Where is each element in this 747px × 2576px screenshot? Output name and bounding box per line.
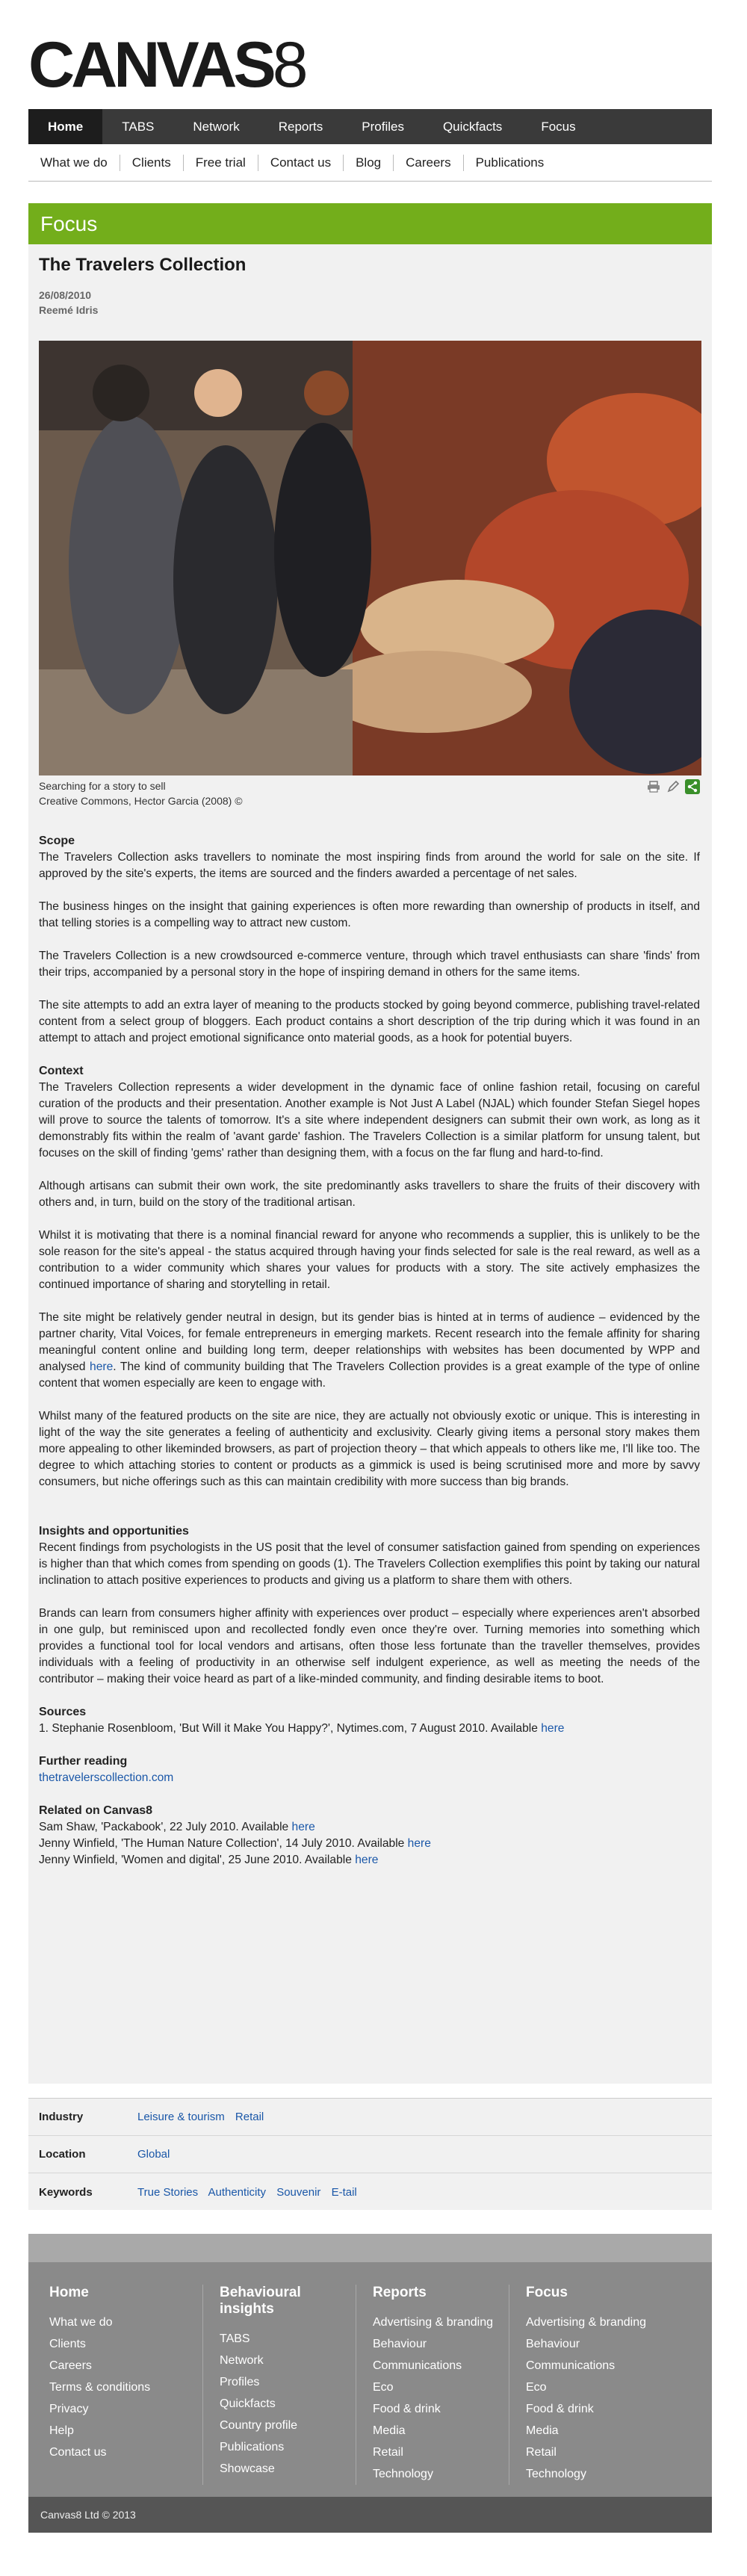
footer-link[interactable]: Profiles bbox=[220, 2376, 260, 2388]
footer-link[interactable]: Clients bbox=[49, 2338, 86, 2350]
edit-icon[interactable] bbox=[666, 779, 681, 794]
footer-link[interactable]: What we do bbox=[49, 2316, 113, 2329]
sub-nav-careers[interactable]: Careers bbox=[394, 155, 463, 171]
tag-link[interactable]: True Stories bbox=[137, 2185, 199, 2199]
tag-link[interactable]: Retail bbox=[235, 2111, 264, 2123]
source-1 bbox=[39, 1721, 700, 1737]
main-nav-quickfacts[interactable]: Quickfacts bbox=[442, 119, 503, 134]
article-body bbox=[39, 833, 700, 1868]
site-logo[interactable] bbox=[28, 29, 712, 101]
print-icon[interactable] bbox=[646, 779, 661, 794]
footer-column-focus bbox=[509, 2285, 662, 2485]
footer-link[interactable]: Publications bbox=[220, 2441, 285, 2453]
tag-row-keywords bbox=[28, 2173, 712, 2211]
main-nav-focus[interactable]: Focus bbox=[541, 119, 576, 134]
tag-link[interactable]: E-tail bbox=[331, 2185, 357, 2199]
context-paragraph-1: The Travelers Collection represents a wider development in the dynamic face of online fashion retail, focusing on careful curation of the products and their presentation. Another example is Not Just A Label (NJAL) which founder Stefan Siegel hopes will prove to source the talents of tomorrow. It's a site where independent designers can submit their own work, as long as it demonstrably fits within the realm of 'avant garde' fashion. The Travelers Collection is a similar platform for unsung talent, but focuses on the skill of finding 'gems' rather than designing them, with a focus on the far flung and hard-to-find. bbox=[39, 1081, 700, 1159]
footer-link[interactable]: Technology bbox=[526, 2468, 586, 2480]
context-paragraph-5: Whilst many of the featured products on the site are nice, they are actually not obviously exotic or unique. This is interesting in light of the way the site generates a feeling of authenticity and exclusivity. Clearly giving items a personal story makes them more appealing to other likeminded browsers, as part of projection theory – that which appeals to others like me, I'll like too. The degree to which attaching stories to content or products as a gimmick is used is being scrutinised more and more by savvy consumers, but niche offerings such as this can maintain credibility with more success than big brands. bbox=[39, 1410, 700, 1488]
footer-column-home bbox=[49, 2285, 202, 2485]
footer-link[interactable]: Communications bbox=[373, 2359, 462, 2372]
footer-link[interactable]: Media bbox=[373, 2424, 406, 2437]
main-nav-reports[interactable]: Reports bbox=[278, 119, 323, 134]
sub-nav-blog[interactable]: Blog bbox=[344, 155, 394, 171]
footer-band bbox=[28, 2234, 712, 2262]
related-item-link[interactable]: here bbox=[407, 1837, 431, 1850]
tag-label: Industry bbox=[39, 2111, 84, 2123]
related-item-text: Sam Shaw, 'Packabook', 22 July 2010. Available bbox=[39, 1821, 292, 1833]
related-item-link[interactable]: here bbox=[355, 1854, 379, 1866]
context-paragraph-2: Although artisans can submit their own work, the site predominantly asks travellers to share the fruits of their discovery with others and, in turn, build on the story of the traditional artisan. bbox=[39, 1180, 700, 1209]
related-item-text: Jenny Winfield, 'Women and digital', 25 June 2010. Available bbox=[39, 1854, 356, 1866]
scope-paragraph-2: The business hinges on the insight that gaining experiences is often more rewarding than ownership of products in itself, and that telling stories is a compelling way to attract new custom. bbox=[39, 900, 700, 929]
tag-link[interactable]: Souvenir bbox=[276, 2185, 321, 2199]
related-item-text: Jenny Winfield, 'The Human Nature Collection', 14 July 2010. Available bbox=[39, 1837, 408, 1850]
footer-link[interactable]: Food & drink bbox=[373, 2403, 441, 2415]
sub-nav-contact-us[interactable]: Contact us bbox=[258, 155, 344, 171]
scope-paragraph-1: The Travelers Collection asks travellers to nominate the most inspiring finds from around the world for sale on the site. If approved by the site's experts, the items are sourced and the finders awarded a percentage of net sales. bbox=[39, 851, 700, 880]
logo-wordmark: CANVAS bbox=[28, 29, 273, 101]
related-item bbox=[39, 1836, 700, 1852]
tag-link[interactable]: Global bbox=[137, 2148, 170, 2161]
sub-nav-free-trial[interactable]: Free trial bbox=[184, 155, 258, 171]
scope-paragraph-4: The site attempts to add an extra layer of meaning to the products stocked by going beyond commerce, publishing travel-related content from a select group of bloggers. Each product contains a short description of the trip during which it was found in an attempt to attach and project emotional significance onto material goods, as a hook for potential buyers. bbox=[39, 999, 700, 1044]
footer-column-behavioural-insights bbox=[202, 2285, 356, 2485]
footer-link[interactable]: Eco bbox=[373, 2381, 394, 2394]
share-icon[interactable] bbox=[685, 779, 700, 794]
insights-heading: Insights and opportunities bbox=[39, 1525, 189, 1538]
sub-nav-what-we-do[interactable]: What we do bbox=[28, 155, 120, 171]
footer-link[interactable]: Behaviour bbox=[526, 2338, 580, 2350]
main-nav-tabs[interactable]: TABS bbox=[122, 119, 155, 134]
wpp-research-link[interactable]: here bbox=[90, 1360, 114, 1373]
scope-paragraph-3: The Travelers Collection is a new crowdsourced e-commerce venture, through which travel enthusiasts can share 'finds' from their trips, accompanied by a personal story in the hope of inspiring demand in others for the same items. bbox=[39, 950, 700, 979]
context-heading: Context bbox=[39, 1065, 84, 1077]
context-p4-text-b: . The kind of community building that The Travelers Collection provides is a great example of the type of online content that women especially are keen to engage with. bbox=[39, 1360, 700, 1390]
photo-caption bbox=[39, 778, 243, 808]
footer-link[interactable]: Terms & conditions bbox=[49, 2381, 151, 2394]
logo-number: 8 bbox=[272, 29, 307, 101]
context-paragraph-3: Whilst it is motivating that there is a nominal financial reward for anyone who recommends a supplier, this is unlikely to be the sole reason for the site's appeal - the status acquired through having your finds selected for sale is the real reward, as well as a contribution to a wider community which shares your values for products with a story. The site actively emphasizes the continued importance of sharing and storytelling in retail. bbox=[39, 1229, 700, 1291]
footer-column-reports bbox=[356, 2285, 509, 2485]
article-header bbox=[28, 244, 712, 328]
footer-link[interactable]: Eco bbox=[526, 2381, 547, 2394]
sub-nav-clients[interactable]: Clients bbox=[120, 155, 184, 171]
footer-heading: Reports bbox=[373, 2285, 427, 2300]
sub-nav-publications[interactable]: Publications bbox=[475, 155, 545, 170]
footer-link[interactable]: Food & drink bbox=[526, 2403, 594, 2415]
tag-label: Location bbox=[39, 2148, 86, 2161]
footer-heading: Behavioural insights bbox=[220, 2285, 301, 2317]
footer-link[interactable]: Country profile bbox=[220, 2419, 298, 2432]
tag-link[interactable]: Leisure & tourism bbox=[137, 2111, 225, 2123]
footer-heading: Home bbox=[49, 2285, 89, 2300]
further-reading-link[interactable]: thetravelerscollection.com bbox=[39, 1771, 174, 1784]
footer-link[interactable]: Advertising & branding bbox=[373, 2316, 493, 2329]
article-author: Reemé Idris bbox=[39, 304, 99, 316]
footer-link[interactable]: Communications bbox=[526, 2359, 616, 2372]
footer-link[interactable]: Showcase bbox=[220, 2462, 275, 2475]
tag-label: Keywords bbox=[39, 2185, 93, 2199]
context-p4-text-a: The site might be relatively gender neutral in design, but its gender bias is hinted at in terms of audience – evidenced by the partner charity, Vital Voices, for female entrepreneurs in emerging markets. Recent research into the female affinity for sharing meaningful content online and building long term, deeper relationships with websites has been documented by WPP and analysed bbox=[39, 1311, 700, 1373]
tag-link[interactable]: Authenticity bbox=[208, 2185, 267, 2199]
footer-copyright: Canvas8 Ltd © 2013 bbox=[28, 2497, 712, 2533]
article-photo bbox=[39, 341, 701, 775]
main-nav bbox=[28, 109, 712, 144]
tag-row-industry bbox=[28, 2099, 712, 2136]
caption-title: Searching for a story to sell bbox=[39, 780, 166, 792]
main-nav-profiles[interactable]: Profiles bbox=[362, 119, 404, 134]
scope-heading: Scope bbox=[39, 835, 75, 847]
further-reading-heading: Further reading bbox=[39, 1755, 128, 1768]
insights-paragraph-2: Brands can learn from consumers higher affinity with experiences over product – especially where experiences aren't absorbed in one gulp, but reminisced upon and recollected fondly even once they're over. Turning memories into something which provides a functional tool for local vendors and artisans, often those less fortunate than the traveller themselves, provides individuals with a feeling of productivity in an otherwise self indulgent experience, as well as meeting the needs of the contributor – making their voice heard as part of a like-minded community, and finding desirable items to boot. bbox=[39, 1607, 700, 1685]
tag-row-location bbox=[28, 2136, 712, 2173]
related-item bbox=[39, 1852, 700, 1868]
source-1-link[interactable]: here bbox=[541, 1722, 565, 1735]
site-footer bbox=[28, 2234, 712, 2533]
footer-link[interactable]: Retail bbox=[526, 2446, 557, 2459]
footer-link[interactable]: Behaviour bbox=[373, 2338, 427, 2350]
caption-credit: Creative Commons, Hector Garcia (2008) © bbox=[39, 795, 243, 807]
sub-nav bbox=[28, 144, 712, 182]
footer-link[interactable]: Careers bbox=[49, 2359, 92, 2372]
article-content bbox=[28, 328, 712, 2084]
footer-link[interactable]: Media bbox=[526, 2424, 559, 2437]
article-tags bbox=[28, 2098, 712, 2210]
footer-link[interactable]: Contact us bbox=[49, 2446, 107, 2459]
related-item bbox=[39, 1819, 700, 1836]
sources-heading: Sources bbox=[39, 1706, 87, 1718]
footer-link[interactable]: Technology bbox=[373, 2468, 433, 2480]
article-date: 26/08/2010 bbox=[39, 289, 92, 301]
footer-link[interactable]: Retail bbox=[373, 2446, 403, 2459]
article-tools bbox=[646, 779, 700, 794]
related-item-link[interactable]: here bbox=[291, 1821, 315, 1833]
related-heading: Related on Canvas8 bbox=[39, 1804, 153, 1817]
footer-heading: Focus bbox=[526, 2285, 568, 2300]
footer-link[interactable]: Advertising & branding bbox=[526, 2316, 646, 2329]
footer-link[interactable]: Network bbox=[220, 2354, 264, 2367]
main-nav-home[interactable]: Home bbox=[28, 109, 102, 144]
footer-link[interactable]: Privacy bbox=[49, 2403, 89, 2415]
footer-link[interactable]: Help bbox=[49, 2424, 74, 2437]
section-header: Focus bbox=[28, 203, 712, 244]
source-1-text: 1. Stephanie Rosenbloom, 'But Will it Make You Happy?', Nytimes.com, 7 August 2010. Available bbox=[39, 1722, 542, 1735]
footer-link[interactable]: Quickfacts bbox=[220, 2397, 276, 2410]
insights-paragraph-1: Recent findings from psychologists in the US posit that the level of consumer satisfaction gained from spending on experiences is higher than that which comes from spending on goods (1). The Travelers Collection exemplifies this point by taking our natural inclination to attach positive experiences to products and giving us a platform to share them with others. bbox=[39, 1541, 700, 1587]
context-paragraph-4 bbox=[39, 1310, 700, 1392]
footer-link[interactable]: TABS bbox=[220, 2332, 250, 2345]
main-nav-network[interactable]: Network bbox=[193, 119, 240, 134]
article-title: The Travelers Collection bbox=[39, 255, 247, 275]
